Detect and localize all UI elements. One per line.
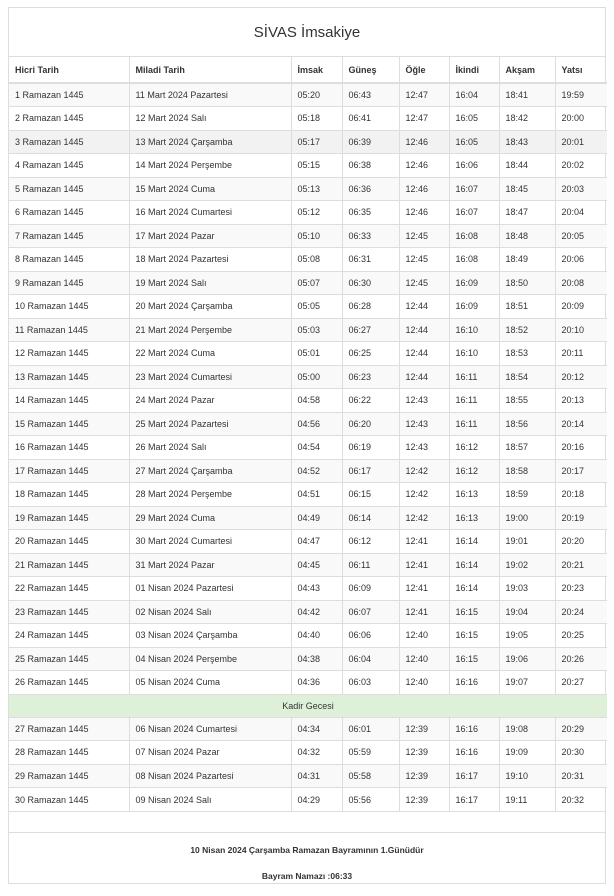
table-cell: 16:12: [449, 459, 499, 483]
table-cell: 21 Mart 2024 Perşembe: [129, 318, 291, 342]
table-cell: 16:07: [449, 177, 499, 201]
table-cell: 6 Ramazan 1445: [9, 201, 129, 225]
table-cell: 20:21: [555, 553, 607, 577]
table-cell: 20:25: [555, 624, 607, 648]
table-cell: 12:45: [399, 224, 449, 248]
kadir-gecesi-label: Kadir Gecesi: [9, 694, 607, 717]
table-cell: 04:49: [291, 506, 342, 530]
table-cell: 28 Mart 2024 Perşembe: [129, 483, 291, 507]
column-header: Yatsı: [555, 57, 607, 83]
table-cell: 18:43: [499, 130, 555, 154]
table-cell: 16:04: [449, 83, 499, 107]
table-cell: 02 Nisan 2024 Salı: [129, 600, 291, 624]
table-cell: 06:15: [342, 483, 399, 507]
table-cell: 05 Nisan 2024 Cuma: [129, 671, 291, 695]
table-cell: 06:04: [342, 647, 399, 671]
table-cell: 04:31: [291, 764, 342, 788]
table-cell: 19:59: [555, 83, 607, 107]
table-cell: 04:40: [291, 624, 342, 648]
table-cell: 26 Mart 2024 Salı: [129, 436, 291, 460]
bayram-namazi-text: Bayram Namazı :06:33: [261, 871, 353, 881]
table-cell: 12:44: [399, 318, 449, 342]
table-cell: 16:07: [449, 201, 499, 225]
table-cell: 12:43: [399, 436, 449, 460]
table-cell: 12:39: [399, 717, 449, 741]
table-cell: 06:33: [342, 224, 399, 248]
table-cell: 05:00: [291, 365, 342, 389]
table-cell: 16:13: [449, 483, 499, 507]
table-cell: 05:01: [291, 342, 342, 366]
table-cell: 22 Ramazan 1445: [9, 577, 129, 601]
table-cell: 16:05: [449, 107, 499, 131]
table-cell: 25 Ramazan 1445: [9, 647, 129, 671]
table-cell: 05:56: [342, 788, 399, 812]
table-cell: 12:42: [399, 483, 449, 507]
table-cell: 20:31: [555, 764, 607, 788]
table-row: [9, 530, 607, 554]
table-cell: 20:24: [555, 600, 607, 624]
table-cell: 16:10: [449, 342, 499, 366]
table-cell: 27 Mart 2024 Çarşamba: [129, 459, 291, 483]
table-cell: 9 Ramazan 1445: [9, 271, 129, 295]
table-row: [9, 365, 607, 389]
table-cell: 12:45: [399, 248, 449, 272]
table-cell: 20:05: [555, 224, 607, 248]
table-cell: 05:15: [291, 154, 342, 178]
table-cell: 06:06: [342, 624, 399, 648]
table-cell: 1 Ramazan 1445: [9, 83, 129, 107]
table-cell: 16:11: [449, 412, 499, 436]
table-row: [9, 389, 607, 413]
table-cell: 20:20: [555, 530, 607, 554]
imsakiye-table: [9, 57, 607, 811]
table-cell: 12:44: [399, 365, 449, 389]
table-cell: 09 Nisan 2024 Salı: [129, 788, 291, 812]
table-cell: 18:53: [499, 342, 555, 366]
table-cell: 05:20: [291, 83, 342, 107]
column-header: Miladi Tarih: [129, 57, 291, 83]
table-cell: 06:22: [342, 389, 399, 413]
table-cell: 05:03: [291, 318, 342, 342]
table-cell: 12:41: [399, 577, 449, 601]
table-cell: 06:09: [342, 577, 399, 601]
table-cell: 27 Ramazan 1445: [9, 717, 129, 741]
table-cell: 06:12: [342, 530, 399, 554]
table-cell: 06:28: [342, 295, 399, 319]
table-row: [9, 248, 607, 272]
column-header: Akşam: [499, 57, 555, 83]
table-cell: 16:11: [449, 389, 499, 413]
table-cell: 23 Mart 2024 Cumartesi: [129, 365, 291, 389]
table-cell: 12:40: [399, 671, 449, 695]
table-cell: 11 Mart 2024 Pazartesi: [129, 83, 291, 107]
table-cell: 20:32: [555, 788, 607, 812]
table-cell: 20:08: [555, 271, 607, 295]
table-cell: 20:14: [555, 412, 607, 436]
table-cell: 20:09: [555, 295, 607, 319]
table-cell: 18:47: [499, 201, 555, 225]
column-header: Hicri Tarih: [9, 57, 129, 83]
table-cell: 18:42: [499, 107, 555, 131]
table-row: [9, 154, 607, 178]
table-cell: 16:12: [449, 436, 499, 460]
table-cell: 20:12: [555, 365, 607, 389]
table-cell: 04:42: [291, 600, 342, 624]
table-cell: 18:58: [499, 459, 555, 483]
table-row: [9, 295, 607, 319]
table-row: [9, 436, 607, 460]
table-cell: 19:01: [499, 530, 555, 554]
table-cell: 05:59: [342, 741, 399, 765]
table-cell: 04:36: [291, 671, 342, 695]
table-cell: 12:41: [399, 600, 449, 624]
table-cell: 05:08: [291, 248, 342, 272]
footer: [9, 811, 605, 881]
table-cell: 16:16: [449, 741, 499, 765]
table-cell: 16:08: [449, 248, 499, 272]
table-cell: 30 Mart 2024 Cumartesi: [129, 530, 291, 554]
table-cell: 29 Ramazan 1445: [9, 764, 129, 788]
table-cell: 14 Ramazan 1445: [9, 389, 129, 413]
table-cell: 25 Mart 2024 Pazartesi: [129, 412, 291, 436]
table-cell: 16:13: [449, 506, 499, 530]
table-cell: 12:45: [399, 271, 449, 295]
bayram-text: 10 Nisan 2024 Çarşamba Ramazan Bayramının 1.Günüdür: [190, 845, 424, 855]
table-cell: 19:04: [499, 600, 555, 624]
table-cell: 18:48: [499, 224, 555, 248]
table-cell: 12:46: [399, 154, 449, 178]
table-cell: 06:25: [342, 342, 399, 366]
table-row: [9, 271, 607, 295]
table-cell: 18 Mart 2024 Pazartesi: [129, 248, 291, 272]
table-cell: 20:03: [555, 177, 607, 201]
table-cell: 2 Ramazan 1445: [9, 107, 129, 131]
table-cell: 05:07: [291, 271, 342, 295]
table-cell: 3 Ramazan 1445: [9, 130, 129, 154]
table-cell: 06:39: [342, 130, 399, 154]
table-cell: 16:11: [449, 365, 499, 389]
table-cell: 04:34: [291, 717, 342, 741]
table-cell: 12:47: [399, 107, 449, 131]
table-cell: 23 Ramazan 1445: [9, 600, 129, 624]
table-cell: 12:41: [399, 553, 449, 577]
table-cell: 20:17: [555, 459, 607, 483]
table-cell: 8 Ramazan 1445: [9, 248, 129, 272]
table-cell: 13 Ramazan 1445: [9, 365, 129, 389]
table-header-row: [9, 57, 607, 83]
table-cell: 16:17: [449, 764, 499, 788]
table-cell: 12:39: [399, 788, 449, 812]
table-cell: 08 Nisan 2024 Pazartesi: [129, 764, 291, 788]
table-cell: 18:51: [499, 295, 555, 319]
table-cell: 19 Ramazan 1445: [9, 506, 129, 530]
page-title: SİVAS İmsakiye: [9, 8, 605, 57]
table-cell: 7 Ramazan 1445: [9, 224, 129, 248]
table-cell: 19:09: [499, 741, 555, 765]
table-row: [9, 506, 607, 530]
table-row: [9, 412, 607, 436]
table-row: [9, 177, 607, 201]
table-cell: 04:43: [291, 577, 342, 601]
table-cell: 04:56: [291, 412, 342, 436]
table-cell: 18 Ramazan 1445: [9, 483, 129, 507]
table-cell: 30 Ramazan 1445: [9, 788, 129, 812]
table-cell: 16:10: [449, 318, 499, 342]
table-cell: 06:11: [342, 553, 399, 577]
table-cell: 12:39: [399, 764, 449, 788]
table-cell: 05:13: [291, 177, 342, 201]
column-header: İkindi: [449, 57, 499, 83]
table-cell: 11 Ramazan 1445: [9, 318, 129, 342]
table-cell: 20:27: [555, 671, 607, 695]
table-cell: 06:23: [342, 365, 399, 389]
table-cell: 18:41: [499, 83, 555, 107]
table-cell: 15 Mart 2024 Cuma: [129, 177, 291, 201]
table-cell: 06:41: [342, 107, 399, 131]
table-cell: 17 Ramazan 1445: [9, 459, 129, 483]
table-row: [9, 741, 607, 765]
table-cell: 06:30: [342, 271, 399, 295]
table-cell: 18:57: [499, 436, 555, 460]
table-cell: 20:16: [555, 436, 607, 460]
table-cell: 05:12: [291, 201, 342, 225]
table-cell: 06:35: [342, 201, 399, 225]
table-row: [9, 483, 607, 507]
table-cell: 24 Mart 2024 Pazar: [129, 389, 291, 413]
table-cell: 4 Ramazan 1445: [9, 154, 129, 178]
table-cell: 06:14: [342, 506, 399, 530]
table-cell: 15 Ramazan 1445: [9, 412, 129, 436]
column-header: İmsak: [291, 57, 342, 83]
table-cell: 06:01: [342, 717, 399, 741]
table-cell: 20:30: [555, 741, 607, 765]
table-cell: 18:50: [499, 271, 555, 295]
table-cell: 20:01: [555, 130, 607, 154]
table-cell: 19:07: [499, 671, 555, 695]
table-cell: 12:41: [399, 530, 449, 554]
table-cell: 04:52: [291, 459, 342, 483]
table-cell: 24 Ramazan 1445: [9, 624, 129, 648]
table-cell: 12:44: [399, 342, 449, 366]
table-cell: 12:43: [399, 389, 449, 413]
table-cell: 19 Mart 2024 Salı: [129, 271, 291, 295]
table-row: [9, 201, 607, 225]
table-cell: 04:58: [291, 389, 342, 413]
table-cell: 05:18: [291, 107, 342, 131]
table-cell: 16:14: [449, 577, 499, 601]
table-cell: 12:44: [399, 295, 449, 319]
table-cell: 29 Mart 2024 Cuma: [129, 506, 291, 530]
table-cell: 06:20: [342, 412, 399, 436]
table-cell: 06:17: [342, 459, 399, 483]
table-cell: 5 Ramazan 1445: [9, 177, 129, 201]
table-cell: 20:10: [555, 318, 607, 342]
table-cell: 07 Nisan 2024 Pazar: [129, 741, 291, 765]
table-row: [9, 788, 607, 812]
table-cell: 20:02: [555, 154, 607, 178]
table-cell: 20:13: [555, 389, 607, 413]
table-cell: 16:06: [449, 154, 499, 178]
table-cell: 16:14: [449, 530, 499, 554]
table-row: [9, 764, 607, 788]
table-cell: 19:03: [499, 577, 555, 601]
table-cell: 04:54: [291, 436, 342, 460]
table-row: [9, 624, 607, 648]
table-cell: 06:31: [342, 248, 399, 272]
table-cell: 16:15: [449, 624, 499, 648]
table-cell: 12:40: [399, 647, 449, 671]
table-cell: 01 Nisan 2024 Pazartesi: [129, 577, 291, 601]
table-cell: 31 Mart 2024 Pazar: [129, 553, 291, 577]
table-cell: 20 Mart 2024 Çarşamba: [129, 295, 291, 319]
table-row: [9, 224, 607, 248]
table-cell: 26 Ramazan 1445: [9, 671, 129, 695]
table-row: [9, 553, 607, 577]
table-cell: 12:46: [399, 130, 449, 154]
table-cell: 05:10: [291, 224, 342, 248]
table-cell: 06 Nisan 2024 Cumartesi: [129, 717, 291, 741]
table-row: [9, 671, 607, 695]
table-row: [9, 130, 607, 154]
table-cell: 16:09: [449, 295, 499, 319]
table-cell: 19:05: [499, 624, 555, 648]
table-cell: 05:17: [291, 130, 342, 154]
table-cell: 20:29: [555, 717, 607, 741]
footer-spacer: [9, 812, 605, 833]
table-cell: 16:15: [449, 647, 499, 671]
table-cell: 21 Ramazan 1445: [9, 553, 129, 577]
table-cell: 03 Nisan 2024 Çarşamba: [129, 624, 291, 648]
table-cell: 16:16: [449, 717, 499, 741]
table-cell: 18:54: [499, 365, 555, 389]
table-cell: 18:56: [499, 412, 555, 436]
table-cell: 06:43: [342, 83, 399, 107]
table-cell: 12:42: [399, 459, 449, 483]
table-cell: 05:05: [291, 295, 342, 319]
table-cell: 16:16: [449, 671, 499, 695]
kadir-gecesi-row: [9, 694, 607, 717]
table-cell: 04:51: [291, 483, 342, 507]
table-cell: 28 Ramazan 1445: [9, 741, 129, 765]
table-cell: 12:46: [399, 201, 449, 225]
column-header: Güneş: [342, 57, 399, 83]
table-cell: 18:44: [499, 154, 555, 178]
table-cell: 12:39: [399, 741, 449, 765]
table-cell: 16 Mart 2024 Cumartesi: [129, 201, 291, 225]
table-cell: 06:19: [342, 436, 399, 460]
table-cell: 18:55: [499, 389, 555, 413]
table-row: [9, 107, 607, 131]
table-cell: 20:11: [555, 342, 607, 366]
table-cell: 04:29: [291, 788, 342, 812]
table-cell: 20:00: [555, 107, 607, 131]
table-cell: 16:09: [449, 271, 499, 295]
table-cell: 12:40: [399, 624, 449, 648]
table-cell: 19:00: [499, 506, 555, 530]
table-row: [9, 647, 607, 671]
table-cell: 19:02: [499, 553, 555, 577]
table-cell: 19:11: [499, 788, 555, 812]
table-row: [9, 459, 607, 483]
column-header: Öğle: [399, 57, 449, 83]
table-cell: 18:52: [499, 318, 555, 342]
table-cell: 16:08: [449, 224, 499, 248]
table-cell: 04:45: [291, 553, 342, 577]
table-cell: 20:18: [555, 483, 607, 507]
table-cell: 04:38: [291, 647, 342, 671]
table-cell: 16:15: [449, 600, 499, 624]
table-cell: 20 Ramazan 1445: [9, 530, 129, 554]
table-cell: 20:26: [555, 647, 607, 671]
table-cell: 16:17: [449, 788, 499, 812]
table-cell: 16:05: [449, 130, 499, 154]
table-row: [9, 342, 607, 366]
table-row: [9, 717, 607, 741]
table-cell: 18:49: [499, 248, 555, 272]
table-cell: 12:47: [399, 83, 449, 107]
imsakiye-panel: [8, 7, 606, 884]
table-cell: 06:07: [342, 600, 399, 624]
table-cell: 12:42: [399, 506, 449, 530]
table-cell: 12:46: [399, 177, 449, 201]
table-cell: 19:06: [499, 647, 555, 671]
table-cell: 20:19: [555, 506, 607, 530]
table-cell: 22 Mart 2024 Cuma: [129, 342, 291, 366]
table-cell: 06:36: [342, 177, 399, 201]
table-cell: 20:04: [555, 201, 607, 225]
table-row: [9, 318, 607, 342]
table-cell: 20:23: [555, 577, 607, 601]
table-cell: 14 Mart 2024 Perşembe: [129, 154, 291, 178]
table-cell: 12:43: [399, 412, 449, 436]
table-cell: 13 Mart 2024 Çarşamba: [129, 130, 291, 154]
table-cell: 16:14: [449, 553, 499, 577]
table-row: [9, 600, 607, 624]
table-cell: 18:45: [499, 177, 555, 201]
table-cell: 04:32: [291, 741, 342, 765]
table-row: [9, 83, 607, 107]
table-cell: 20:06: [555, 248, 607, 272]
table-cell: 04 Nisan 2024 Perşembe: [129, 647, 291, 671]
table-cell: 06:27: [342, 318, 399, 342]
table-cell: 06:38: [342, 154, 399, 178]
table-cell: 18:59: [499, 483, 555, 507]
table-row: [9, 577, 607, 601]
table-cell: 12 Ramazan 1445: [9, 342, 129, 366]
table-cell: 16 Ramazan 1445: [9, 436, 129, 460]
table-cell: 19:10: [499, 764, 555, 788]
table-cell: 04:47: [291, 530, 342, 554]
table-cell: 06:03: [342, 671, 399, 695]
table-cell: 10 Ramazan 1445: [9, 295, 129, 319]
table-cell: 12 Mart 2024 Salı: [129, 107, 291, 131]
table-cell: 05:58: [342, 764, 399, 788]
table-cell: 17 Mart 2024 Pazar: [129, 224, 291, 248]
table-cell: 19:08: [499, 717, 555, 741]
